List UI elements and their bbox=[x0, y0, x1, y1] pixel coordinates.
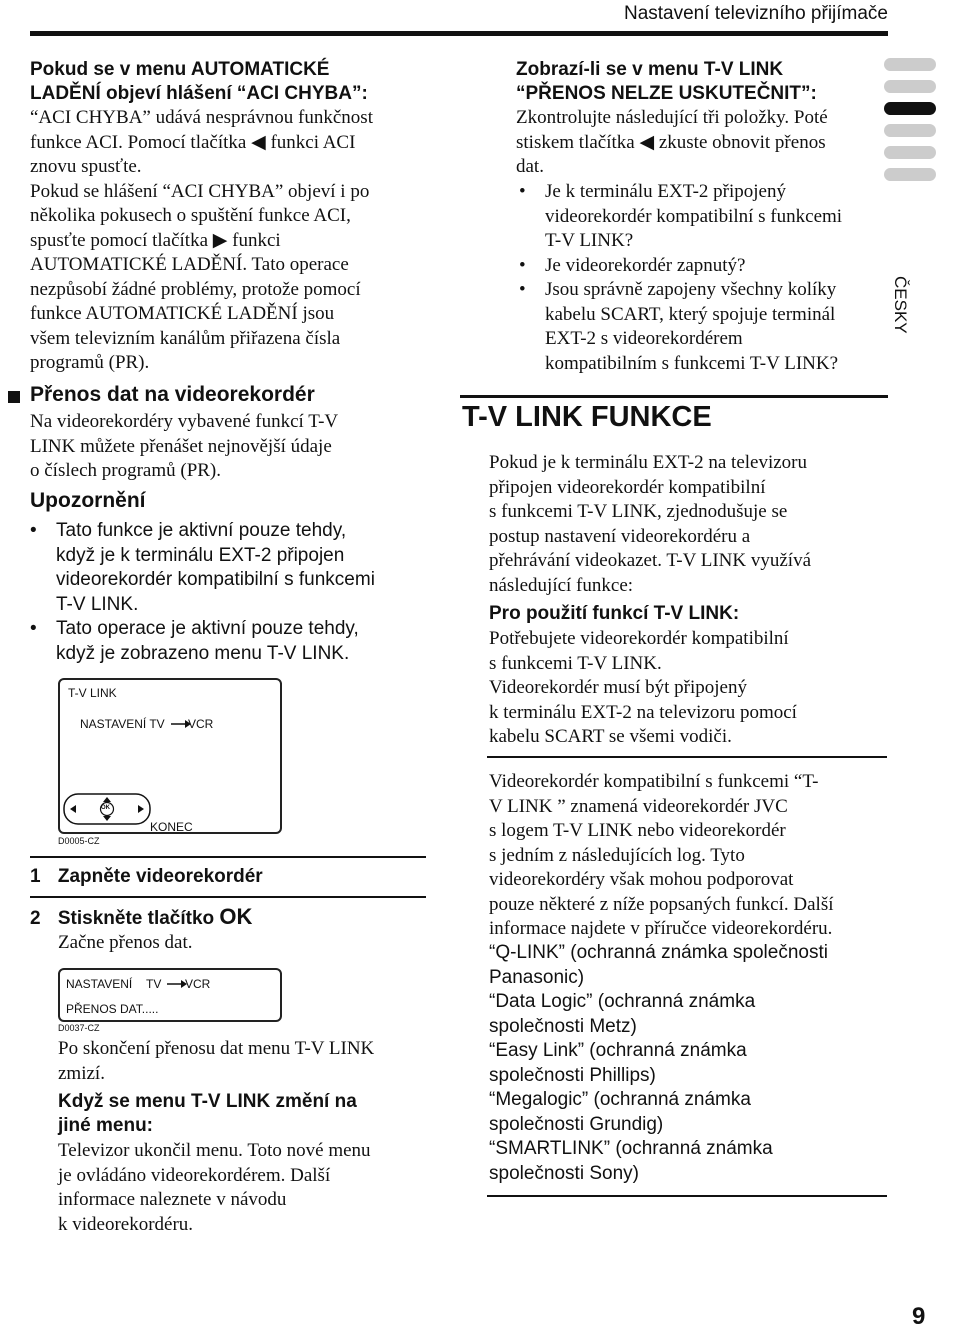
transfer-heading: Přenos dat na videorekordér bbox=[30, 383, 315, 406]
transfer-progress-text: PŘENOS DAT..... bbox=[66, 1002, 159, 1016]
tab-bar bbox=[884, 80, 936, 93]
step-2-detail: Začne přenos dat. bbox=[58, 932, 193, 953]
transfer-error-heading: Zobrazí-li se v menu T-V LINK “PŘENOS NELZE USKUTEČNIT”: bbox=[516, 59, 817, 104]
ok-key-label: OK bbox=[101, 805, 110, 811]
page-header-title: Nastavení televizního přijímače bbox=[623, 3, 888, 24]
bullet-dot: • bbox=[30, 618, 37, 639]
section-square-bullet bbox=[8, 391, 20, 403]
divider bbox=[30, 856, 426, 858]
usage-text: Potřebujete videorekordér kompatibilní s funkcemi T-V LINK. Videorekordér musí být připojený k terminálu EXT-2 na televizoru pomocí kabelu SCART se všemi vodiči. bbox=[489, 628, 797, 747]
notice-bullet: • Tato funkce je aktivní pouze tehdy, když je k terminálu EXT-2 připojen videorekordér kompatibilní s funkcemi T-V LINK. bbox=[30, 520, 375, 615]
aci-error-heading: Pokud se v menu AUTOMATICKÉ LADĚNÍ objeví hlášení “ACI CHYBA”: bbox=[30, 59, 368, 104]
transfer-error-text: Zkontrolujte následující tři položky. Poté stiskem tlačítka ◀ zkuste obnovit přenos dat. bbox=[516, 107, 828, 177]
after-transfer-text: Po skončení přenosu dat menu T-V LINK zmizí. bbox=[58, 1038, 375, 1084]
tvlink-menu-screen bbox=[58, 678, 282, 834]
step-1-number: 1 bbox=[30, 866, 41, 887]
tvlink-section-heading: T-V LINK FUNKCE bbox=[462, 401, 712, 433]
check-item: • Je k terminálu EXT-2 připojený videorekordér kompatibilní s funkcemi T-V LINK? bbox=[519, 181, 843, 251]
transfer-status-screen bbox=[58, 968, 282, 1022]
step-2-number: 2 bbox=[30, 908, 41, 929]
status-vcr-label: VCR bbox=[185, 977, 211, 991]
status-tv-label: TV bbox=[146, 977, 162, 991]
divider bbox=[487, 1195, 887, 1197]
bullet-dot: • bbox=[519, 254, 526, 276]
menu-change-text: Televizor ukončil menu. Toto nové menu je ovládáno videorekordérem. Další informace naleznete v návodu k videorekordéru. bbox=[58, 1140, 371, 1235]
bullet-dot: • bbox=[519, 181, 526, 202]
notice-list bbox=[30, 519, 440, 666]
tab-bar bbox=[884, 146, 936, 159]
bullet-dot: • bbox=[519, 279, 526, 300]
notice-bullet: • Tato operace je aktivní pouze tehdy, když je zobrazeno menu T-V LINK. bbox=[30, 618, 359, 664]
step-1 bbox=[30, 865, 263, 889]
page-number: 9 bbox=[912, 1303, 926, 1330]
tvlink-intro: Pokud je k terminálu EXT-2 na televizoru připojen videorekordér kompatibilní s funkcemi T-V LINK, zjednodušuje se postup nastavení videorekordéru a přehrávání videokazet. T-V LINK využívá následující funkce: bbox=[489, 452, 812, 596]
check-item: • Je videorekordér zapnutý? bbox=[519, 254, 899, 279]
menu-item-tv-setup: NASTAVENÍ TV bbox=[80, 717, 165, 731]
tab-bar bbox=[884, 124, 936, 137]
aci-error-text: “ACI CHYBA” udává nesprávnou funkčnost funkce ACI. Pomocí tlačítka ◀ funkci ACI znovu spusťte. Pokud se hlášení “ACI CHYBA” objeví i po několika pokusech o spuštění funkce ACI, spusťte pomocí tlačítka ▶ funkci AUTOMATICKÉ LADĚNÍ. Tato operace nezpůsobí žádné problémy, protože pomocí funkce AUTOMATICKÉ LADĚNÍ jsou všem televizním kanálům přiřazena čísla programů (PR). bbox=[30, 107, 373, 373]
tab-bar bbox=[884, 58, 936, 71]
figure-code: D0037-CZ bbox=[58, 1023, 100, 1033]
end-label: KONEC bbox=[150, 820, 193, 834]
section-rule bbox=[460, 395, 888, 398]
usage-heading: Pro použití funkcí T-V LINK: bbox=[489, 603, 740, 624]
notice-heading: Upozornění bbox=[30, 489, 146, 512]
transfer-text: Na videorekordéry vybavené funkcí T-V LINK můžete přenášet nejnovější údaje o číslech programů (PR). bbox=[30, 411, 339, 481]
menu-change-heading: Když se menu T-V LINK změní na jiné menu: bbox=[58, 1091, 357, 1136]
step-2-text: Stiskněte tlačítko bbox=[57, 908, 220, 929]
step-1-text: Zapněte videorekordér bbox=[57, 866, 263, 887]
language-label: ČESKY bbox=[891, 276, 910, 334]
check-list bbox=[519, 180, 899, 376]
tab-bar-active bbox=[884, 102, 936, 115]
divider bbox=[487, 756, 887, 758]
compatibility-text: Videorekordér kompatibilní s funkcemi “T- V LINK ” znamená videorekordér JVC s logem T-V LINK nebo videorekordér s jedním z následujících log. Tyto videorekordéry však mohou podporovat pouze některé z níže popsaných funkcí. Další informace najdete v příručce videorekordéru. bbox=[489, 771, 834, 939]
figure-code: D0005-CZ bbox=[58, 836, 100, 846]
brand-list: “Q-LINK” (ochranná známka společnosti Panasonic) “Data Logic” (ochranná známka společnosti Metz) “Easy Link” (ochranná známka společnosti Phillips) “Megalogic” (ochranná známka společnosti Grundig) “SMARTLINK” (ochranná známka společnosti Sony) bbox=[489, 942, 828, 1184]
step-2 bbox=[30, 905, 252, 931]
check-item: • Jsou správně zapojeny všechny kolíky kabelu SCART, který spojuje terminál EXT-2 s videorekordérem kompatibilním s funkcemi T-V LINK? bbox=[519, 279, 839, 374]
bullet-dot: • bbox=[30, 520, 37, 541]
header-rule bbox=[30, 31, 888, 36]
divider bbox=[30, 896, 426, 898]
ok-key-name: OK bbox=[219, 904, 253, 929]
menu-item-vcr: VCR bbox=[188, 717, 214, 731]
screen-title: T-V LINK bbox=[68, 686, 117, 700]
language-tab-indicator bbox=[884, 58, 936, 190]
status-setup-label: NASTAVENÍ bbox=[66, 977, 133, 991]
